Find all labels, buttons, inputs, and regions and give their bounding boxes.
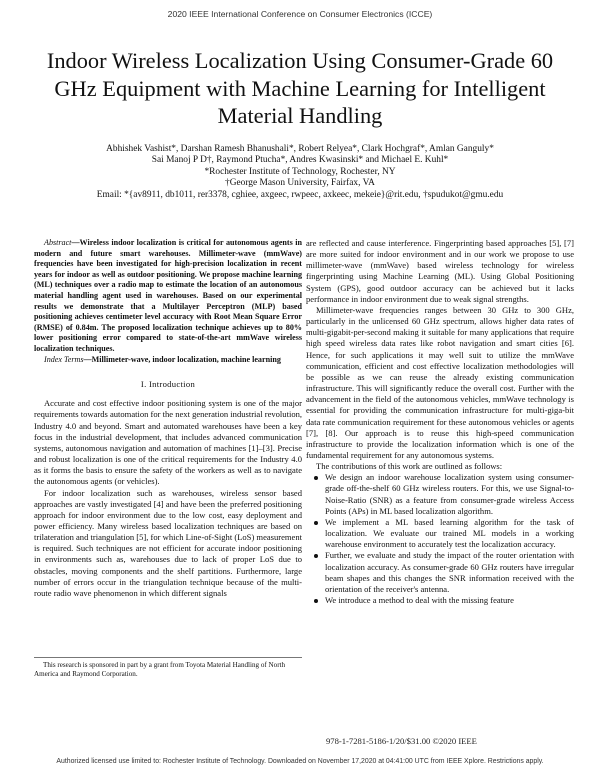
paper-title: Indoor Wireless Localization Using Consumer-Grade 60 GHz Equipment with Machine Learning for Intelligent Material Handling: [46, 48, 554, 128]
list-item: We design an indoor warehouse localization system using consumer-grade off-the-shelf 60 GHz wireless routers. For this, we use Signal-to-Noise-Ratio (SNR) as a feature from consumer-grade wireless Access Points (APs) in ML based localization algorithm.: [306, 472, 574, 517]
section-heading-introduction: I. Introduction: [140, 379, 196, 390]
contributions-list: [306, 472, 574, 606]
index-terms-text: —Millimeter-wave, indoor localization, machine learning: [83, 354, 281, 364]
author-emails: Email: *{av8911, db1011, rer3378, cghiee, axgeec, rwpeec, axkeec, mekeie}@rit.edu, †spudukot@gmu.edu: [96, 189, 504, 200]
author-block: [40, 144, 560, 201]
intro-paragraph-2: For indoor localization such as warehouses, wireless sensor based approaches are vastly investigated [4] and have been the preferred positioning approach for indoor environment due to the low cost, easy deployment and power efficiency. Many wireless based localization techniques are based on trilateration and triangulation [5], for which Line-of-Sight (LoS) measurement is required. Such techniques are not efficient for accurate indoor positioning in environments such as, warehouses due to lack of proper LoS due to obstacles, moving components and the shelf partitions. Furthermore, large number of errors occur in the triangulation technique because of the multi-route radio wave phenomenon in which different signals: [34, 487, 302, 598]
conference-header: 2020 IEEE International Conference on Consumer Electronics (ICCE): [167, 9, 433, 19]
author-line-1: Abhishek Vashist*, Darshan Ramesh Bhanushali*, Robert Relyea*, Clark Hochgraf*, Amlan Ganguly*: [106, 144, 494, 154]
right-paragraph-1: are reflected and cause interference. Fingerprinting based approaches [5], [7] are more suited for indoor environment and in our work we propose to use millimeter-wave (mmWave) based wireless technology for wireless fingerprinting using Machine Learning (ML). Using Global Positioning System (GPS), good outdoor accuracy can be achieved but it lacks performance in indoor environment due to weak signal strengths.: [306, 238, 574, 304]
contributions-intro: The contributions of this work are outlined as follows:: [316, 461, 503, 472]
list-item: Further, we evaluate and study the impact of the router orientation with localization accuracy. As consumer-grade 60 GHz routers have irregular beam shapes and this changes the SNR information received with the orientation of the receiver's antenna.: [306, 550, 574, 595]
index-terms-label: Index Terms: [44, 354, 84, 364]
list-item: We implement a ML based learning algorithm for the task of localization. We evaluate our trained ML models in a working warehouse environment to accurately test the localization accuracy.: [306, 517, 574, 550]
bullet-icon: [314, 521, 318, 525]
abstract-text: —Wireless indoor localization is critical for autonomous agents in modern and future smart warehouses. Millimeter-wave (mmWave) frequencies have been investigated for high-precision localization in recent years for indoor as well as outdoor positioning. We propose machine learning (ML) techniques over a radio map to estimate the location of an autonomous material handling agent used in warehouses. Based on our experimental results we demonstrate that a Multilayer Perceptron (MLP) based positioning achieves centimeter level accuracy with Root Mean Square Error (RMSE) of 0.84m. The proposed localization technique achieves up to 80% lower positioning error compared to state-of-the-art mmWave wireless localization techniques.: [34, 238, 302, 353]
right-paragraph-2: Millimeter-wave frequencies ranges between 30 GHz to 300 GHz, particularly in the unlicensed 60 GHz spectrum, allows higher data rates of multi-gigabit-per-second making it suitable for many applications that require high speed wireless data rates like robot navigation and smart cities [6]. Hence, for such applications it may well suit to utilize the mmWave communication, efficient and cost effective localization methodologies will be possible as we can reuse the already existing communication infrastructure. This will significantly reduce the overall cost. Further with the advancement in the field of the autonomous vehicles, mmWave technology is essential for providing the communication infrastructure for multi-giga-bit data rate communication requirement for these autonomous vehicles or agents [7], [8]. Our approach is to reuse this high-speed communication infrastructure to provide the localization information which is one of the fundamental requirement for any autonomous systems.: [306, 304, 574, 460]
right-column: [306, 238, 574, 606]
bullet-icon: [314, 554, 318, 558]
index-terms: [34, 355, 302, 366]
abstract-label: Abstract: [44, 238, 72, 247]
funding-footnote: This research is sponsored in part by a grant from Toyota Material Handling of North America and Raymond Corporation.: [34, 657, 302, 679]
bullet-icon: [314, 476, 318, 480]
list-item: We introduce a method to deal with the missing feature: [306, 595, 574, 606]
intro-paragraph-1: Accurate and cost effective indoor positioning system is one of the major requirements towards automation for the next generation industrial revolution, Industry 4.0 and beyond. Smart and automated warehouses have been a key focus in the industrial development, that includes advanced communication systems, autonomous navigation and automation of machines [1]–[3]. Precise and robust localization is one of the critical requirements for the Industry 4.0 as it forms the basis to ensure the safety of the workers as well as to navigate the autonomous agents (or vehicles).: [34, 398, 302, 487]
affiliation-rit: *Rochester Institute of Technology, Rochester, NY: [204, 166, 396, 177]
abstract: [34, 238, 302, 355]
author-line-2: Sai Manoj P D†, Raymond Ptucha*, Andres Kwasinski* and Michael E. Kuhl*: [151, 155, 449, 166]
bullet-icon: [314, 599, 318, 603]
affiliation-gmu: †George Mason University, Fairfax, VA: [225, 178, 375, 189]
copyright-notice: 978-1-7281-5186-1/20/$31.00 ©2020 IEEE: [326, 736, 477, 746]
left-column: [34, 238, 302, 599]
download-notice: Authorized licensed use limited to: Rochester Institute of Technology. Downloaded on November 17,2020 at 04:41:00 UTC from IEEE Xplore. Restrictions apply.: [56, 758, 544, 765]
